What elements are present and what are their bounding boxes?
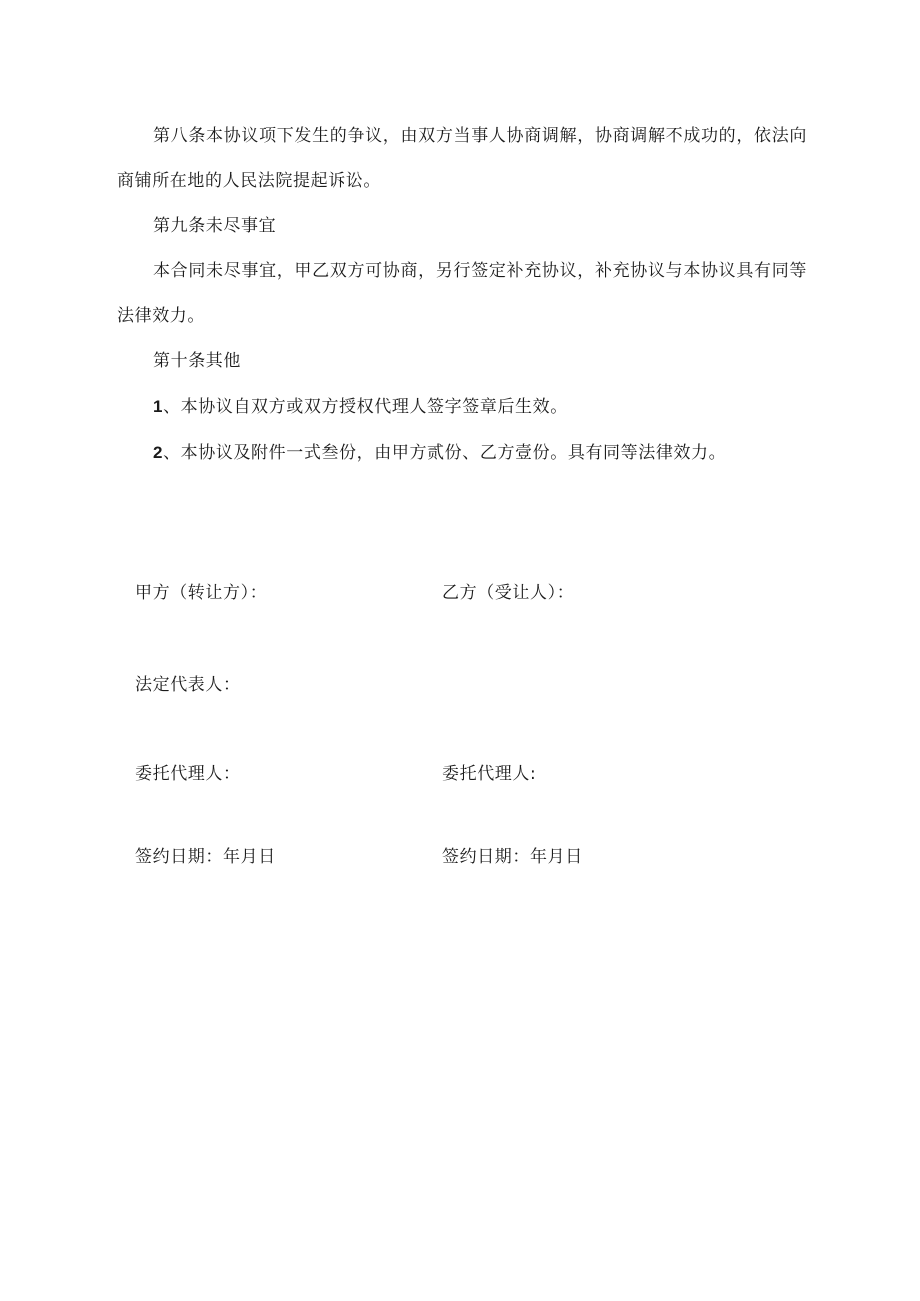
article-8-paragraph: 第八条本协议项下发生的争议，由双方当事人协商调解，协商调解不成功的，依法向商铺所在地的人民法院提起诉讼。 [117, 126, 807, 191]
article-9-paragraph: 本合同未尽事宜，甲乙双方可协商，另行签定补充协议，补充协议与本协议具有同等法律效力。 [117, 261, 807, 326]
item-2-text: 、本协议及附件一式叁份，由甲方贰份、乙方壹份。具有同等法律效力。 [163, 443, 727, 463]
item-1-text: 、本协议自双方或双方授权代理人签字签章后生效。 [163, 397, 568, 417]
article-10-item-1 [117, 384, 807, 430]
party-a-agent-label: 委托代理人： [135, 764, 241, 784]
item-2-number: 2 [153, 443, 164, 462]
article-10-item-2 [117, 430, 807, 476]
item-1-number: 1 [153, 397, 164, 416]
party-b-agent-label: 委托代理人: [442, 764, 537, 784]
party-a-label: 甲方（转让方）： [135, 583, 268, 603]
party-b-signing-date: 签约日期：年月日 [442, 847, 583, 867]
party-a-signing-date: 签约日期：年月日 [135, 847, 276, 867]
contract-clauses [117, 114, 807, 476]
legal-representative-label: 法定代表人： [135, 675, 241, 695]
article-9-heading: 第九条未尽事宜 [153, 216, 277, 236]
party-b-label: 乙方（受让人）： [442, 583, 575, 603]
article-10-heading: 第十条其他 [153, 351, 241, 371]
